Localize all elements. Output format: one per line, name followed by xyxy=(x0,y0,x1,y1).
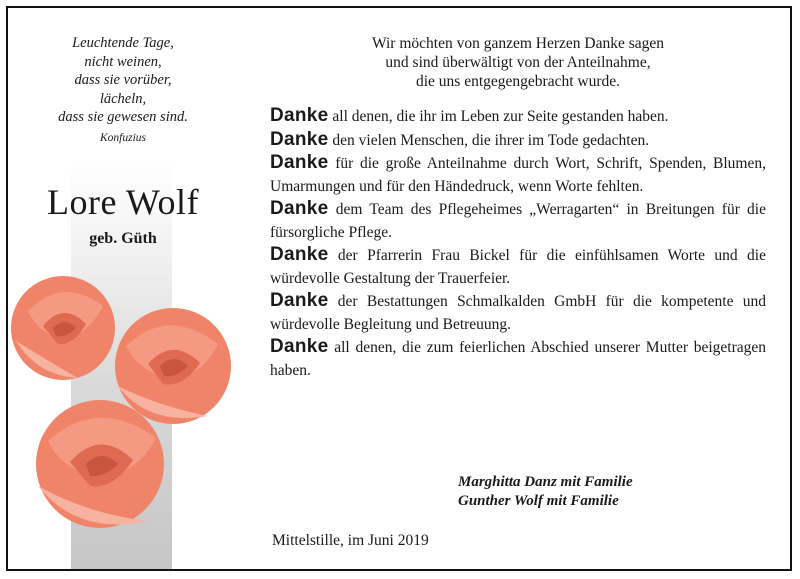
thanks-keyword: Danke xyxy=(270,244,329,265)
rose-bottom xyxy=(36,400,164,528)
thanks-item xyxy=(270,336,766,382)
poem-line: dass sie vorüber, xyxy=(74,72,172,88)
thanks-text: dem Team des Pflegeheimes „Werragarten“ in Breitungen für die fürsorgliche Pflege. xyxy=(270,201,766,241)
rose-top-left xyxy=(11,276,115,380)
birth-name: geb. Güth xyxy=(89,230,157,247)
thanks-item xyxy=(270,152,766,198)
thanks-text: all denen, die ihr im Leben zur Seite gestanden haben. xyxy=(328,108,669,125)
thanks-text: der Pfarrerin Frau Bickel für die einfühlsamen Worte und die würdevolle Gestaltung der Trauerfeier. xyxy=(270,247,766,287)
signatures xyxy=(458,473,633,511)
rose-right xyxy=(115,308,231,424)
poem-line: Leuchtende Tage, xyxy=(72,35,174,51)
right-column xyxy=(270,34,766,382)
intro-line: die uns entgegengebracht wurde. xyxy=(415,73,620,90)
thanks-text: den vielen Menschen, die ihrer im Tode gedachten. xyxy=(328,131,650,149)
poem-line: nicht weinen, xyxy=(84,53,162,70)
poem-author: Konfuzius xyxy=(99,131,146,144)
thanks-keyword: Danke xyxy=(270,290,329,311)
thanks-item xyxy=(270,290,766,336)
thanks-keyword: Danke xyxy=(270,152,329,173)
thanks-keyword: Danke xyxy=(270,128,329,150)
thanks-item xyxy=(270,129,766,153)
left-column xyxy=(8,8,238,569)
intro-line: und sind überwältigt von der Anteilnahme, xyxy=(385,54,651,71)
signature-line: Marghitta Danz mit Familie xyxy=(458,474,633,490)
thanks-list xyxy=(270,105,766,382)
deceased-name: Lore Wolf xyxy=(47,182,199,222)
thanks-item xyxy=(270,198,766,244)
roses-illustration xyxy=(8,266,248,556)
poem-line: lächeln, xyxy=(99,90,147,107)
poem xyxy=(18,34,228,147)
intro-line: Wir möchten von ganzem Herzen Danke sagen xyxy=(371,35,665,52)
thanks-text: all denen, die zum feierlichen Abschied unserer Mutter beigetragen haben. xyxy=(270,339,766,379)
thanks-keyword: Danke xyxy=(270,198,329,219)
signature-line: Gunther Wolf mit Familie xyxy=(458,493,619,509)
thanks-item xyxy=(270,105,766,129)
intro-text xyxy=(270,34,766,91)
thanks-keyword: Danke xyxy=(270,336,329,357)
thanks-keyword: Danke xyxy=(270,105,329,126)
place-date: Mittelstille, im Juni 2019 xyxy=(272,532,429,549)
thanks-text: der Bestattungen Schmalkalden GmbH für die kompetente und würdevolle Begleitung und Betreuung. xyxy=(270,293,766,333)
poem-line: dass sie gewesen sind. xyxy=(58,109,188,125)
death-notice-card xyxy=(6,6,792,571)
thanks-item xyxy=(270,244,766,290)
thanks-text: für die große Anteilnahme durch Wort, Schrift, Spenden, Blumen, Umarmungen und für den Händedruck, wenn Worte fehlten. xyxy=(270,155,766,195)
